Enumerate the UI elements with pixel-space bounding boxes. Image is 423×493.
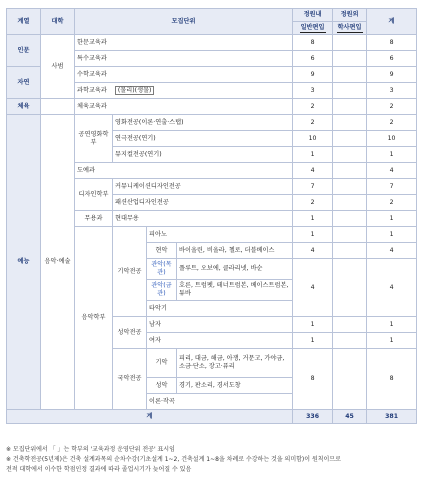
- general-cell: 10: [293, 131, 333, 147]
- total-cell: 4: [367, 163, 417, 179]
- general-cell: 4: [293, 259, 333, 317]
- total-cell: 2: [367, 195, 417, 211]
- header-bachelor-top: 정원외: [333, 9, 367, 22]
- college-cell: [41, 99, 75, 115]
- total-cell: 3: [367, 83, 417, 99]
- subject-box: (물리)(생물): [115, 86, 155, 95]
- bachelor-cell: [333, 211, 367, 227]
- general-cell: 4: [293, 243, 333, 259]
- total-cell: 4: [367, 243, 417, 259]
- total-cell: 8: [367, 349, 417, 410]
- detail-cell: 호른, 트럼펫, 테너트럼본, 베이스트럼본, 튜바: [177, 280, 293, 301]
- totals-total: 381: [367, 410, 417, 424]
- general-cell: 9: [293, 67, 333, 83]
- bachelor-cell: [333, 317, 367, 333]
- bachelor-cell: [333, 163, 367, 179]
- bachelor-cell: [333, 115, 367, 131]
- total-cell: 1: [367, 227, 417, 243]
- general-cell: 3: [293, 83, 333, 99]
- unit-cell: 커뮤니케이션디자인전공: [113, 179, 293, 195]
- total-cell: 1: [367, 147, 417, 163]
- instrument-cell: 여자: [147, 333, 293, 349]
- instrument-cell: 기악: [147, 349, 177, 378]
- header-field: 계열: [7, 9, 41, 35]
- general-cell: 1: [293, 147, 333, 163]
- total-cell: 1: [367, 333, 417, 349]
- dept-cell: 무용과: [75, 211, 113, 227]
- header-general-bottom: 일반편입: [293, 22, 333, 35]
- footnote: 전적 대학에서 이수한 학점인정 결과에 따라 졸업시기가 늦어질 수 있음: [6, 466, 192, 473]
- bachelor-cell: [333, 259, 367, 317]
- college-cell: 사범: [41, 35, 75, 99]
- general-cell: 4: [293, 163, 333, 179]
- major-cell: 기악전공: [113, 227, 147, 317]
- total-cell: 1: [367, 317, 417, 333]
- unit-cell: 뮤지컬전공(연기): [113, 147, 293, 163]
- unit-cell: 영화전공(이론·연출·스탭): [113, 115, 293, 131]
- totals-general: 336: [293, 410, 333, 424]
- header-row: [7, 9, 417, 22]
- college-cell: 음악·예술: [41, 115, 75, 410]
- total-cell: 6: [367, 51, 417, 67]
- bachelor-cell: [333, 195, 367, 211]
- detail-cell: 바이올린, 비올라, 첼로, 더블베이스: [177, 243, 293, 259]
- bachelor-cell: [333, 243, 367, 259]
- unit-label: 과학교육과: [77, 87, 107, 94]
- detail-cell: 경기, 판소리, 경서도창: [177, 378, 293, 394]
- bachelor-cell: [333, 333, 367, 349]
- unit-cell: 특수교육과: [75, 51, 293, 67]
- bachelor-cell: [333, 51, 367, 67]
- bachelor-cell: [333, 179, 367, 195]
- dept-cell: 음악학부: [75, 227, 113, 410]
- dept-cell: 디자인학부: [75, 179, 113, 211]
- major-cell: 성악전공: [113, 317, 147, 349]
- field-cell: 자연: [7, 67, 41, 99]
- table-row: [7, 99, 417, 115]
- general-cell: 2: [293, 115, 333, 131]
- bachelor-cell: [333, 35, 367, 51]
- general-cell: 1: [293, 333, 333, 349]
- total-cell: 10: [367, 131, 417, 147]
- general-cell: 2: [293, 99, 333, 115]
- header-general-top: 정원내: [293, 9, 333, 22]
- dept-cell: 공연영화학부: [75, 115, 113, 163]
- field-cell: 예능: [7, 115, 41, 410]
- header-college: 대학: [41, 9, 75, 35]
- footnote: ※ 모집단위에서 「 」는 학부의 '교육과정 운영단위 전공' 표시임: [6, 446, 175, 453]
- instrument-cell: 타악기: [147, 301, 293, 317]
- general-cell: 2: [293, 195, 333, 211]
- table-row: [7, 35, 417, 51]
- totals-row: [7, 410, 417, 424]
- detail-cell: 플루트, 오보에, 클라리넷, 바순: [177, 259, 293, 280]
- detail-cell: 피리, 대금, 해금, 아쟁, 거문고, 가야금, 소금·단소, 장고·퓨리: [177, 349, 293, 378]
- unit-cell: 수학교육과: [75, 67, 293, 83]
- header-bachelor-bottom: 학사편입: [333, 22, 367, 35]
- instrument-cell: 이론·작곡: [147, 394, 293, 410]
- quota-table: [6, 8, 417, 424]
- unit-cell: [75, 83, 293, 99]
- field-cell: 인문: [7, 35, 41, 67]
- total-cell: 8: [367, 35, 417, 51]
- general-cell: 1: [293, 227, 333, 243]
- total-cell: 9: [367, 67, 417, 83]
- bachelor-cell: [333, 83, 367, 99]
- bachelor-cell: [333, 99, 367, 115]
- dept-cell: 도예과: [75, 163, 293, 179]
- general-cell: 6: [293, 51, 333, 67]
- footnotes: [6, 445, 418, 475]
- header-total: 계: [367, 9, 417, 35]
- total-cell: 7: [367, 179, 417, 195]
- instrument-cell: 피아노: [147, 227, 293, 243]
- general-cell: 8: [293, 35, 333, 51]
- bachelor-cell: [333, 67, 367, 83]
- instrument-cell: 현악: [147, 243, 177, 259]
- general-cell: 7: [293, 179, 333, 195]
- bachelor-cell: [333, 131, 367, 147]
- total-cell: 2: [367, 99, 417, 115]
- unit-cell: 현대무용: [113, 211, 293, 227]
- general-cell: 8: [293, 349, 333, 410]
- general-cell: 1: [293, 211, 333, 227]
- header-unit: 모집단위: [75, 9, 293, 35]
- table-row: [7, 115, 417, 131]
- total-cell: 2: [367, 115, 417, 131]
- totals-label: 계: [7, 410, 293, 424]
- footnote: ※ 건축학전공(5년제)은 건축 설계과목의 순차수강(기초설계 1~2, 건축설계 1~8을 차례로 수강하는 것을 의미함)이 원칙이므로: [6, 456, 341, 463]
- total-cell: 4: [367, 259, 417, 317]
- instrument-cell: 관악(금관): [147, 280, 177, 301]
- field-cell: 체육: [7, 99, 41, 115]
- unit-cell: 체육교육과: [75, 99, 293, 115]
- unit-cell: 한문교육과: [75, 35, 293, 51]
- general-cell: 1: [293, 317, 333, 333]
- bachelor-cell: [333, 349, 367, 410]
- unit-cell: 패션산업디자인전공: [113, 195, 293, 211]
- instrument-cell: 남자: [147, 317, 293, 333]
- major-cell: 국악전공: [113, 349, 147, 410]
- instrument-cell: 성악: [147, 378, 177, 394]
- total-cell: 1: [367, 211, 417, 227]
- instrument-cell: 관악(목관): [147, 259, 177, 280]
- unit-cell: 연극전공(연기): [113, 131, 293, 147]
- totals-bachelor: 45: [333, 410, 367, 424]
- bachelor-cell: [333, 147, 367, 163]
- bachelor-cell: [333, 227, 367, 243]
